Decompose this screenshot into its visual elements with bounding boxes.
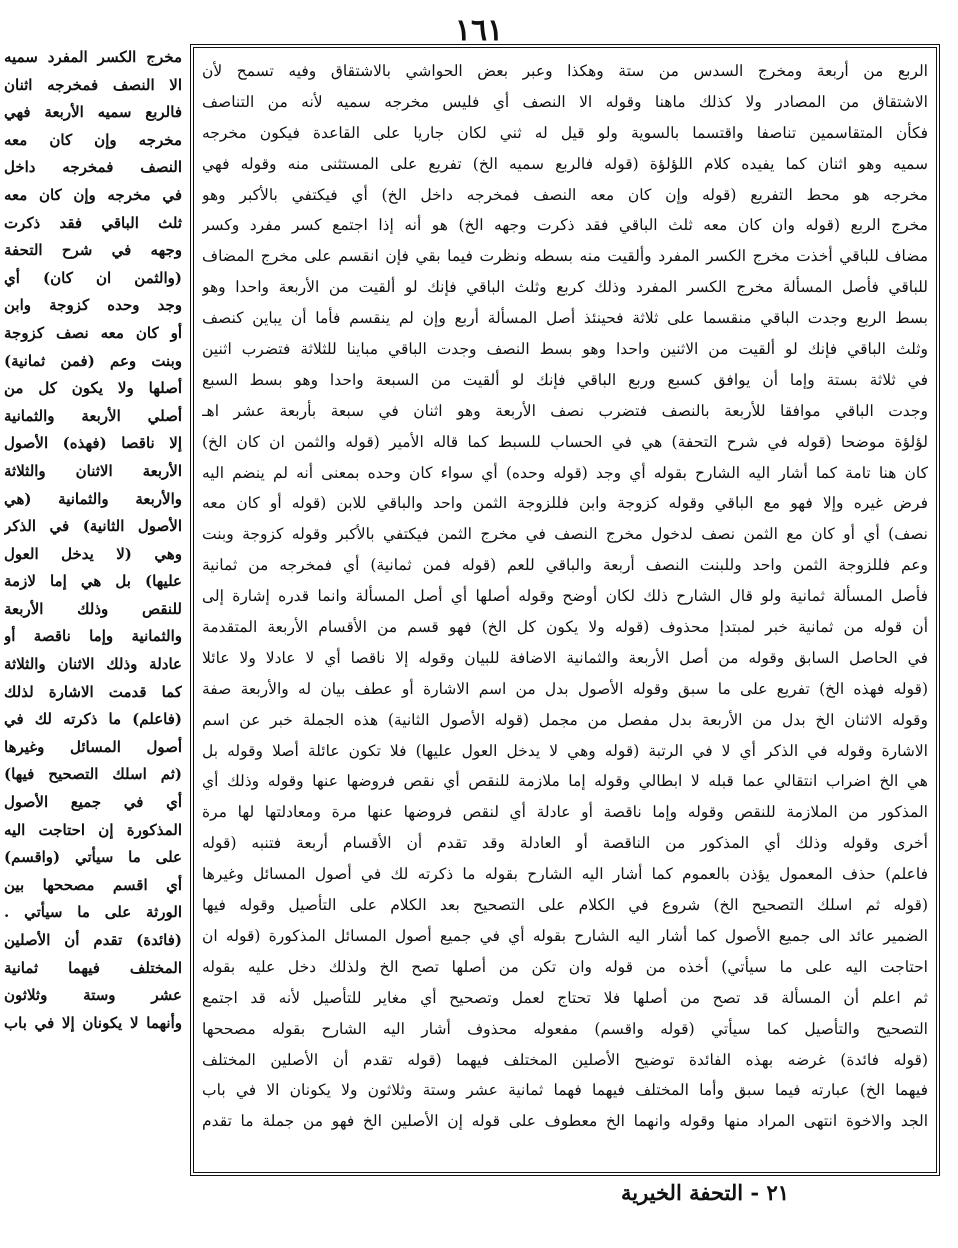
main-text-line: نصف) أي أو كان مع الثمن نصف لدخول مخرج النصف في مخرج الثمن فيكتفي بالأكبر وقوله كزوجة وبنت <box>202 525 928 544</box>
margin-text-line: وجد وحده كزوجة وابن <box>4 296 182 315</box>
main-text-line: أن قوله من ثمانية خبر لمبتدإ محذوف (قوله ولا يكون كل الخ) فهو قسم من الأقسام الأربعة المتقدمة <box>202 618 928 637</box>
main-text-line: سميه وهو اثنان كما يفيده كلام اللؤلؤة (قوله فالربع سميه الخ) تفريع على المستثنى منه وقوله فهي <box>202 154 928 173</box>
margin-text-line: مخرجه وإن كان معه <box>4 130 182 149</box>
main-text-line: (قوله فهذه الخ) تفريع على ما سبق وقوله الأصول بدل من اسم الاشارة أو عطف بيان له والأربعة صفة <box>202 679 928 698</box>
margin-text-line: الورثة على ما سيأتي . <box>4 903 182 922</box>
main-text-line: لؤلؤة موضحا (قوله في شرح التحفة) هي في الحساب للسبط كما قاله الأمير (قوله والثمن ان كان الخ) <box>202 432 928 451</box>
margin-text-line: للنقص وذلك الأربعة <box>4 599 182 618</box>
margin-text-line: (والثمن ان كان) أي <box>4 268 182 287</box>
margin-text-line: أصلها ولا يكون كل من <box>4 379 182 398</box>
margin-text-line: ثلث الباقي فقد ذكرت <box>4 213 182 232</box>
margin-text-line: إلا ناقصا (فهذه) الأصول <box>4 434 182 453</box>
margin-text-line: عادلة وذلك الاثنان والثلاثة <box>4 655 182 674</box>
margin-text-line: (ثم اسلك التصحيح فيها) <box>4 765 182 784</box>
main-text-line: التصحيح والتأصيل كما سيأتي (قوله واقسم) مفعوله محذوف أشار اليه الشارح بقوله مصححها <box>202 1019 928 1038</box>
margin-text-line: مخرج الكسر المفرد سميه <box>4 48 182 66</box>
main-text-line: وثلث الباقي فإنك لو ألقيت من الاثنين واحدا وهو بسط النصف وجدت الباقي مباينا للثلاثة فتضرب اثنين <box>202 340 928 359</box>
main-text-line: مضاف للباقي أخذت مخرج الكسر المفرد وألقيت منه بسطه ونظرت فيما بقي فإن انقسم على مخرج المضاف <box>202 247 928 266</box>
main-text-line: وعم فللزوجة الثمن واحد وللبنت النصف أربعة والباقي للعم (قوله فمن ثمانية) أي فمخرجه من ثمانية <box>202 556 928 575</box>
margin-text-line: عليها) بل هي إما لازمة <box>4 572 182 591</box>
margin-text-line: النصف فمخرجه داخل <box>4 158 182 177</box>
margin-text-line: فالربع سميه الأربعة فهي <box>4 103 182 122</box>
margin-text-line: على ما سيأتي (واقسم) <box>4 848 182 867</box>
margin-text-line: (فاعلم) ما ذكرته لك في <box>4 710 182 729</box>
main-text-line: للباقي فأصل المسألة مخرج الكسر المفرد وذلك كربع وثلث الباقي فإنك لو ألقيت من الأربعة واحدا وهو <box>202 278 928 297</box>
signature-mark: ٢١ - التحفة الخيرية <box>620 1180 790 1205</box>
margin-text-line: الأصول الثانية) في الذكر <box>4 517 182 536</box>
main-text-line: وقوله الاثنان الخ بدل من الأربعة بدل مفصل من مجمل (قوله الأصول الثانية) هذه الجملة خبر عن اسم <box>202 710 928 729</box>
margin-text-line: أو كان معه نصف كزوجة <box>4 323 182 342</box>
margin-text-line: وبنت وعم (فمن ثمانية) <box>4 351 182 370</box>
main-text-line: فكأن المتقاسمين تناصفا واقتسما بالسوية ولو قيل له ثني لكان جاريا على القاعدة فيكون مخرجه <box>202 123 928 142</box>
main-text-line: في ثلاثة بستة وإما أن يوافق كسبع وربع الباقي فإنك لو ألقيت من السبعة واحدا وهو بسط السبع <box>202 370 928 389</box>
main-text-line: الاشتقاق من المصادر ولا كذلك ماهنا وقوله الا النصف أي فليس مخرجه سميه لأنه من التناصف <box>202 92 928 111</box>
main-text-line: مخرجه هو محط التفريع (قوله وإن كان معه النصف فمخرجه داخل الخ) أي فيكتفي بالأكبر وهو <box>202 185 928 204</box>
margin-text-line: عشر وستة وثلاثون <box>4 986 182 1005</box>
main-text-line: فأصل المسألة ثمانية ولو قال الشارح ذلك لكان أوضح وقوله أصلها أي أصل المسألة وانما قدره إشارة إلى <box>202 587 928 606</box>
margin-text-line: وجهه في شرح التحفة <box>4 241 182 260</box>
main-text-line: مخرج الربع (قوله وان كان معه ثلث الباقي فقد ذكرت وجهه الخ) هو أنه إذا اجتمع كسر مفرد وكسر <box>202 216 928 235</box>
margin-text-line: والأربعة والثمانية (هي <box>4 489 182 508</box>
margin-text-line: وهي (لا يدخل العول <box>4 544 182 563</box>
margin-text-line: المذكورة إن احتاجت اليه <box>4 820 182 839</box>
main-text-line: هي الخ اضراب انتقالي عما قبله لا ابطالي وقوله إما ملازمة للنقص أي نقص فروضها عنها وقوله وذلك أي <box>202 772 928 791</box>
margin-text-line: وأنهما لا يكونان إلا في باب <box>4 1013 182 1032</box>
main-text-line: الجد والاخوة انتهى المراد منها وقوله وانهما الخ معطوف على قوله إن الأصلين الخ فهو من جملة ما تقدم <box>202 1112 928 1131</box>
margin-text-line: كما قدمت الاشارة لذلك <box>4 682 182 701</box>
main-text-line: في الحاصل السابق وقوله من أصل الأربعة والثمانية الاضافة للبيان وقوله إلا ناقصا أي لا عادلا ولا عائلا <box>202 648 928 667</box>
margin-text-line: في مخرجه وإن كان معه <box>4 185 182 204</box>
main-text-line: احتاجت اليه على ما سيأتي) أخذه من قوله وان تكن من أصلها تصح الخ ولذلك دخل عليه بقوله <box>202 957 928 976</box>
main-commentary-frame <box>190 44 940 1176</box>
page-number: ١٦١ <box>454 13 504 48</box>
main-text-line: الربع من أربعة ومخرج السدس من ستة وهكذا وعبر بعض الحواشي بالاشتقاق وفيه تسمح لأن <box>202 62 928 80</box>
main-text-line: كان هنا تامة كما أشار اليه الشارح بقوله أي وجد (قوله وحده) أي سواء كان وحده بمعنى أنه لم ينضم اليه <box>202 463 928 482</box>
margin-commentary-column <box>4 44 182 1184</box>
margin-text-line: (فائدة) تقدم أن الأصلين <box>4 931 182 949</box>
main-text-line: الضمير عائد الى جميع الأصول كما أشار اليه الشارح بقوله أي في جميع أصول المسائل المذكورة (قوله ان <box>202 926 928 945</box>
main-text-line: المذكور من الملازمة للنقص وقوله وإما ناقصة أو عادلة أي لنقص فروضها عنها مرة ومعادلتها لها مرة <box>202 803 928 822</box>
margin-text-line: أصول المسائل وغيرها <box>4 737 182 756</box>
margin-text-line: أي في جميع الأصول <box>4 793 182 812</box>
margin-text-line: المختلف فيهما ثمانية <box>4 958 182 977</box>
main-text-line: فاعلم) حذف المعمول يؤذن بالعموم كما أشار اليه الشارح بقوله ما ذكرته لك في أصول المسائل وغيرها <box>202 865 928 884</box>
margin-text-line: أصلي الأربعة والثمانية <box>4 406 182 425</box>
main-text-line: (قوله ثم اسلك التصحيح الخ) شروع في الكلام على التصحيح بعد الكلام على التأصيل وقوله فيها <box>202 896 928 915</box>
main-text-line: فرض غيره وإلا فهو مع الباقي وقوله كزوجة وابن فللزوجة الثمن واحد والباقي للابن (قوله أو كان معه <box>202 494 928 513</box>
main-text-line: الاشارة وقوله في الذكر أي لا في الرتبة (قوله وهي لا يدخل العول عليها) فلا تكون عائلة أصلا وقوله بل <box>202 741 928 760</box>
main-text-line: فيهما الخ) عبارته فيما سبق وأما المختلف فيهما فهما ثمانية عشر وستة وثلاثون ولا يكونان الا في باب <box>202 1081 928 1100</box>
margin-text-line: الأربعة الاثنان والثلاثة <box>4 461 182 480</box>
main-text-line: ثم اعلم أن المسألة قد تصح من أصلها فلا تحتاج لعمل وتصحيح أي مغاير للتأصيل لأنه قد اجتمع <box>202 988 928 1007</box>
main-text-line: (قوله فائدة) غرضه بهذه الفائدة توضيح الأصلين المختلف فيهما (قوله تقدم أن الأصلين المختلف <box>202 1050 928 1069</box>
main-text-line: أخرى وقوله وذلك أي المذكور من الناقصة أو العادلة وقد تقدم أن الأقسام أربعة فتنبه (قوله <box>202 834 928 853</box>
main-text-line: وجدت الباقي موافقا للأربعة بالنصف فتضرب نصف الأربعة وهو اثنان في سبعة بأربعة عشر اهـ <box>202 401 928 420</box>
margin-text-line: الا النصف فمخرجه اثنان <box>4 75 182 94</box>
margin-text-line: والثمانية وإما ناقصة أو <box>4 627 182 646</box>
main-text-line: بسط الربع وجدت الباقي منقسما على ثلاثة فحينئذ أصل المسألة أربع وإن لم ينقسم فأما أن يباين كنصف <box>202 309 928 328</box>
margin-text-line: أي اقسم مصححها بين <box>4 875 182 894</box>
